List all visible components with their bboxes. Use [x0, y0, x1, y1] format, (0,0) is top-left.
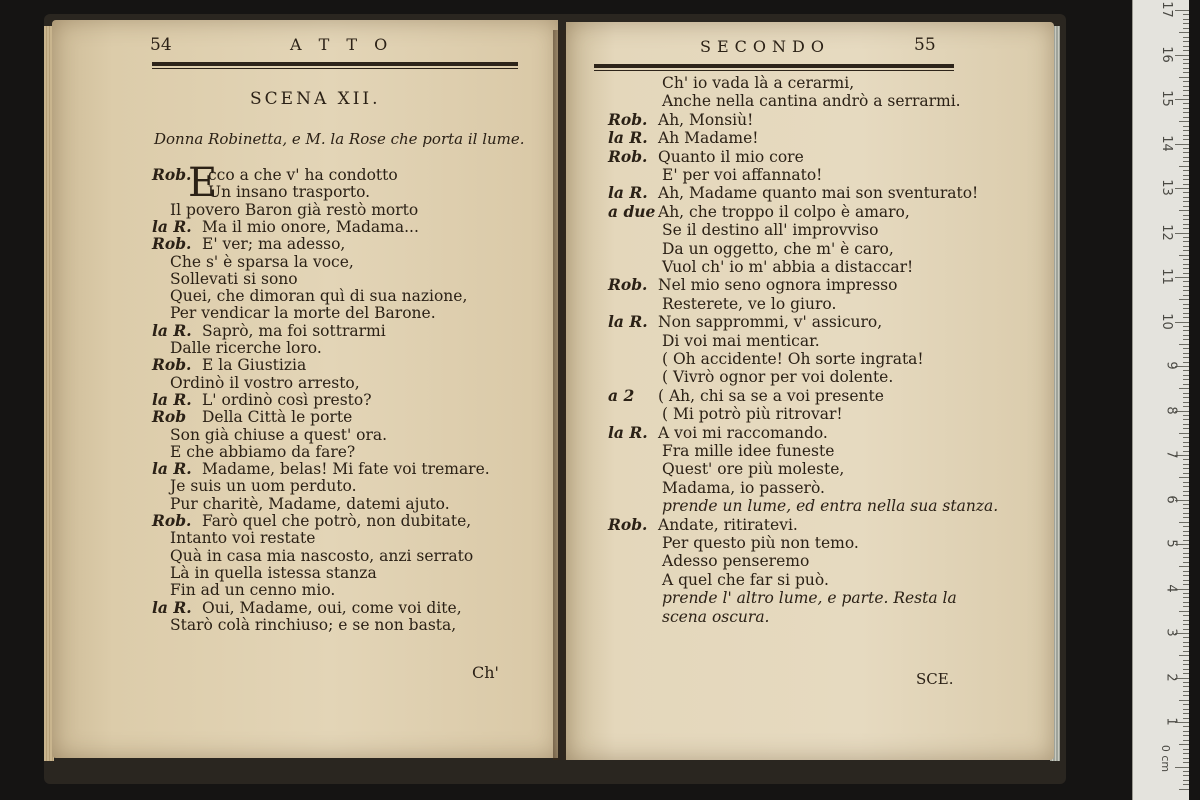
ruler-tick	[1183, 313, 1189, 314]
ruler-tick	[1183, 482, 1189, 483]
verse-line: Là in quella istessa stanza	[170, 563, 377, 582]
verse-line: prende l' altro lume, e parte. Resta la	[662, 589, 957, 608]
ruler-tick	[1183, 228, 1189, 229]
ruler-tick	[1183, 664, 1189, 665]
right-page	[566, 22, 1054, 760]
ruler-tick	[1183, 362, 1189, 363]
ruler-tick	[1179, 344, 1189, 345]
verse-line: ( Vivrò ognor per voi dolente.	[662, 368, 894, 387]
speaker-label: Rob.	[152, 234, 192, 254]
ruler-tick	[1183, 651, 1189, 652]
verse-line: A quel che far si può.	[662, 570, 829, 589]
verse-line: Je suis un uom perduto.	[170, 477, 357, 496]
ruler-tick	[1183, 19, 1189, 20]
ruler-tick	[1183, 384, 1189, 385]
verse-line: Anche nella cantina andrò a serrarmi.	[662, 92, 961, 111]
ruler-label: 14	[1159, 134, 1175, 152]
ruler-tick	[1183, 557, 1189, 558]
ruler-tick	[1183, 406, 1189, 407]
verse-line: Madama, io passerò.	[662, 478, 825, 497]
verse-line: E che abbiamo da fare?	[170, 442, 356, 461]
ruler-label: 4	[1163, 583, 1179, 593]
verse-line: Sollevati si sono	[170, 269, 298, 288]
verse-line: E la Giustizia	[202, 356, 307, 375]
ruler-tick	[1183, 762, 1189, 763]
ruler-tick	[1179, 210, 1189, 211]
verse-line: Saprò, ma foi sottrarmi	[202, 321, 386, 340]
ruler-label: 17	[1159, 1, 1175, 18]
speaker-label: Rob.	[608, 146, 648, 166]
ruler-tick	[1183, 629, 1189, 630]
ruler-tick	[1183, 335, 1189, 336]
speaker-label: Rob.	[608, 275, 648, 295]
ruler-tick	[1183, 637, 1189, 638]
ruler-label: 7	[1163, 450, 1179, 459]
ruler-tick	[1183, 28, 1189, 29]
verse-line: Per vendicar la morte del Barone.	[170, 304, 436, 323]
verse-line: Ch' io vada là a cerarmi,	[662, 74, 855, 92]
verse-line: Quanto il mio core	[658, 147, 804, 166]
verse-line: prende un lume, ed entra nella sua stanza.	[662, 497, 999, 516]
ruler-tick	[1183, 428, 1189, 429]
ruler-tick	[1183, 237, 1189, 238]
ruler-tick	[1183, 68, 1189, 69]
verse-line: Ma il mio onore, Madama...	[202, 217, 419, 236]
ruler-tick	[1175, 55, 1189, 56]
ruler-tick	[1183, 597, 1189, 598]
ruler-tick	[1179, 789, 1189, 790]
ruler-tick	[1183, 108, 1189, 109]
ruler-label: 13	[1159, 179, 1175, 196]
left-page	[52, 20, 558, 758]
stage-direction: Donna Robinetta, e M. la Rose che porta il lume.	[154, 130, 525, 148]
verse-line: Ah, Monsiù!	[658, 110, 754, 129]
ruler-tick	[1183, 393, 1189, 394]
ruler-tick	[1183, 646, 1189, 647]
speaker-label: la R.	[152, 459, 192, 479]
ruler-tick	[1183, 215, 1189, 216]
verse-line: Fin ad un cenno mio.	[170, 581, 336, 600]
verse-line: Ordinò il vostro arresto,	[170, 373, 360, 392]
speaker-label: Rob.	[608, 514, 648, 534]
ruler-tick	[1183, 184, 1189, 185]
running-head: A T T O	[290, 35, 394, 54]
ruler-tick	[1183, 673, 1189, 674]
ruler-label: 1	[1163, 717, 1179, 726]
speaker-label: Rob.	[152, 511, 192, 530]
verse-line: Ah, che troppo il colpo è amaro,	[658, 202, 910, 221]
ruler-tick	[1179, 566, 1189, 567]
ruler-tick	[1183, 771, 1189, 772]
ruler-tick	[1183, 615, 1189, 616]
ruler-tick	[1183, 442, 1189, 443]
ruler-tick	[1179, 655, 1189, 656]
ruler-tick	[1183, 419, 1189, 420]
catchword: Ch'	[472, 663, 499, 682]
page-number: 55	[914, 35, 936, 55]
verse-line: Oui, Madame, oui, come voi dite,	[202, 598, 462, 617]
ruler-tick	[1183, 402, 1189, 403]
ruler-tick	[1183, 753, 1189, 754]
ruler-tick	[1183, 468, 1189, 469]
verse-line: Quei, che dimoran quì di sua nazione,	[170, 287, 468, 306]
verse-line: Dalle ricerche loro.	[170, 339, 322, 357]
ruler-tick	[1183, 246, 1189, 247]
verse-line: Son già chiuse a quest' ora.	[170, 425, 388, 444]
ruler-tick	[1183, 642, 1189, 643]
ruler-tick	[1175, 767, 1189, 768]
speaker-label: a due	[608, 201, 656, 221]
ruler-tick	[1183, 308, 1189, 309]
ruler-tick	[1183, 46, 1189, 47]
page-number: 54	[150, 35, 172, 55]
ruler-tick	[1179, 388, 1189, 389]
ruler-tick	[1183, 23, 1189, 24]
ruler-tick	[1183, 660, 1189, 661]
verse-line: Madame, belas! Mi fate voi tremare.	[202, 460, 490, 479]
ruler-tick	[1183, 740, 1189, 741]
ruler-tick	[1183, 473, 1189, 474]
measuring-ruler	[1132, 0, 1189, 800]
ruler-tick	[1175, 144, 1189, 145]
speaker-label: la R.	[608, 422, 648, 442]
ruler-tick	[1179, 700, 1189, 701]
ruler-tick	[1175, 233, 1189, 234]
ruler-tick	[1183, 718, 1189, 719]
ruler-tick	[1183, 317, 1189, 318]
ruler-tick	[1183, 446, 1189, 447]
ruler-tick	[1175, 10, 1189, 11]
ruler-label: 6	[1163, 494, 1179, 504]
ruler-tick	[1183, 353, 1189, 354]
speaker-label: la R.	[152, 597, 192, 617]
ruler-tick	[1183, 152, 1189, 153]
verse-line: Per questo più non temo.	[662, 534, 859, 552]
verse-line: ( Oh accidente! Oh sorte ingrata!	[662, 350, 924, 368]
verse-line: Fra mille idee funeste	[662, 442, 835, 460]
verse-line: Che s' è sparsa la voce,	[170, 252, 354, 271]
ruler-tick	[1183, 624, 1189, 625]
speaker-label: Rob.	[608, 109, 648, 129]
speaker-label: la R.	[608, 183, 648, 203]
verse-line: ( Ah, chi sa se a voi presente	[658, 386, 884, 405]
ruler-label: 5	[1163, 539, 1179, 548]
ruler-tick	[1183, 584, 1189, 585]
verse-line: Il povero Baron già restò morto	[170, 200, 419, 219]
verse-line: Nel mio seno ognora impresso	[658, 276, 898, 295]
ruler-tick	[1175, 277, 1189, 278]
speaker-label: la R.	[152, 216, 192, 236]
ruler-tick	[1183, 161, 1189, 162]
ruler-tick	[1183, 348, 1189, 349]
ruler-tick	[1179, 166, 1189, 167]
verse-line: Quest' ore più moleste,	[662, 460, 845, 479]
ruler-tick	[1183, 691, 1189, 692]
ruler-tick	[1183, 117, 1189, 118]
ruler-tick	[1179, 299, 1189, 300]
ruler-tick	[1179, 77, 1189, 78]
ruler-tick	[1183, 259, 1189, 260]
verse-line: E' ver; ma adesso,	[202, 235, 346, 254]
ruler-tick	[1183, 731, 1189, 732]
ruler-tick	[1183, 201, 1189, 202]
ruler-tick	[1183, 580, 1189, 581]
ruler-tick	[1183, 224, 1189, 225]
ruler-tick	[1183, 375, 1189, 376]
verse-line: E' per voi affannato!	[662, 166, 823, 184]
header-rule	[152, 62, 518, 66]
ruler-tick	[1183, 330, 1189, 331]
ruler-tick	[1183, 451, 1189, 452]
ruler-tick	[1183, 562, 1189, 563]
speaker-label: la R.	[608, 312, 648, 332]
ruler-tick	[1175, 188, 1189, 189]
ruler-tick	[1183, 397, 1189, 398]
ruler-tick	[1183, 620, 1189, 621]
ruler-tick	[1183, 130, 1189, 131]
running-head: SECONDO	[700, 37, 830, 56]
ruler-label: 2	[1163, 672, 1179, 682]
ruler-tick	[1183, 517, 1189, 518]
ruler-tick	[1183, 37, 1189, 38]
verse-line: Resterete, ve lo giuro.	[662, 294, 837, 313]
ruler-tick	[1183, 103, 1189, 104]
ruler-tick	[1183, 304, 1189, 305]
ruler-tick	[1179, 522, 1189, 523]
ruler-tick	[1183, 379, 1189, 380]
ruler-tick	[1183, 669, 1189, 670]
ruler-tick	[1183, 606, 1189, 607]
ruler-tick	[1183, 135, 1189, 136]
verse-line: Andate, ritiratevi.	[658, 515, 798, 534]
ruler-tick	[1183, 72, 1189, 73]
ruler-tick	[1183, 704, 1189, 705]
verse-line: Non sapprommi, v' assicuro,	[658, 313, 883, 332]
ruler-tick	[1183, 59, 1189, 60]
verse-line: Farò quel che potrò, non dubitate,	[202, 512, 472, 530]
ruler-tick	[1183, 112, 1189, 113]
ruler-tick	[1183, 148, 1189, 149]
ruler-tick	[1183, 273, 1189, 274]
speaker-label: Rob.	[152, 355, 192, 375]
verse-line: Vuol ch' io m' abbia a distaccar!	[662, 258, 914, 276]
ruler-tick	[1179, 121, 1189, 122]
ruler-tick	[1183, 540, 1189, 541]
ruler-tick	[1183, 548, 1189, 549]
ruler-tick	[1183, 14, 1189, 15]
verse-line: Adesso penseremo	[662, 552, 810, 571]
header-rule	[594, 64, 954, 68]
ruler-tick	[1183, 339, 1189, 340]
ruler-tick	[1183, 531, 1189, 532]
ruler-label: 8	[1163, 405, 1179, 415]
ruler-tick	[1183, 495, 1189, 496]
verse-line: Ah, Madame quanto mai son sventurato!	[658, 184, 979, 203]
ruler-tick	[1183, 250, 1189, 251]
ruler-tick	[1179, 477, 1189, 478]
speaker-label: la R.	[152, 389, 192, 409]
verse-line: Quà in casa mia nascosto, anzi serrato	[170, 546, 474, 565]
ruler-tick	[1183, 281, 1189, 282]
ruler-label: 16	[1159, 45, 1175, 63]
ruler-tick	[1183, 695, 1189, 696]
ruler-tick	[1183, 126, 1189, 127]
ruler-tick	[1183, 593, 1189, 594]
speaker-label: la R.	[608, 128, 648, 148]
ruler-tick	[1183, 139, 1189, 140]
speaker-label: a 2	[608, 385, 635, 405]
header-rule-thin	[594, 70, 954, 71]
verse-line: Un insano trasporto.	[208, 183, 371, 202]
ruler-tick	[1183, 682, 1189, 683]
ruler-tick	[1183, 290, 1189, 291]
ruler-tick	[1183, 553, 1189, 554]
verse-line: scena oscura.	[662, 607, 770, 626]
ruler-tick	[1183, 575, 1189, 576]
ruler-tick	[1183, 464, 1189, 465]
ruler-tick	[1183, 63, 1189, 64]
ruler-tick	[1183, 513, 1189, 514]
ruler-unit-label: 0 cm	[1158, 744, 1172, 773]
catchword: SCE.	[916, 670, 954, 688]
ruler-tick	[1183, 424, 1189, 425]
verse-line: Intanto voi restate	[170, 529, 316, 548]
ruler-tick	[1183, 784, 1189, 785]
drop-cap: E	[188, 160, 218, 206]
verse-line: Di voi mai menticar.	[662, 331, 820, 350]
verse-line: L' ordinò così presto?	[202, 390, 372, 409]
ruler-tick	[1183, 326, 1189, 327]
ruler-tick	[1179, 255, 1189, 256]
ruler-tick	[1183, 81, 1189, 82]
ruler-tick	[1183, 415, 1189, 416]
ruler-tick	[1175, 322, 1189, 323]
verse-line: Della Città le porte	[202, 408, 353, 427]
ruler-tick	[1183, 157, 1189, 158]
ruler-tick	[1183, 508, 1189, 509]
ruler-tick	[1183, 459, 1189, 460]
ruler-label: 3	[1163, 628, 1179, 637]
ruler-tick	[1183, 241, 1189, 242]
verse-line: ( Mi potrò più ritrovar!	[662, 405, 843, 424]
ruler-label: 15	[1159, 90, 1175, 107]
ruler-tick	[1183, 526, 1189, 527]
ruler-tick	[1183, 197, 1189, 198]
verse-line: Se il destino all' improvviso	[662, 221, 879, 240]
ruler-label: 12	[1159, 223, 1175, 241]
ruler-tick	[1183, 95, 1189, 96]
ruler-tick	[1183, 41, 1189, 42]
ruler-tick	[1183, 535, 1189, 536]
ruler-tick	[1183, 749, 1189, 750]
ruler-tick	[1183, 504, 1189, 505]
ruler-tick	[1183, 735, 1189, 736]
ruler-tick	[1183, 175, 1189, 176]
ruler-tick	[1183, 437, 1189, 438]
header-rule-thin	[152, 68, 518, 69]
ruler-tick	[1179, 32, 1189, 33]
ruler-label: 9	[1163, 361, 1179, 370]
verse-line: Da un oggetto, che m' è caro,	[662, 239, 894, 258]
ruler-tick	[1183, 571, 1189, 572]
ruler-tick	[1183, 713, 1189, 714]
verse-line: Pur charitè, Madame, datemi ajuto.	[170, 494, 450, 513]
scene-title: SCENA XII.	[250, 89, 381, 109]
ruler-label: 10	[1159, 312, 1175, 330]
ruler-tick	[1183, 491, 1189, 492]
ruler-tick	[1183, 170, 1189, 171]
speaker-label: la R.	[152, 320, 192, 340]
ruler-tick	[1183, 357, 1189, 358]
ruler-tick	[1183, 486, 1189, 487]
ruler-tick	[1183, 264, 1189, 265]
ruler-tick	[1179, 744, 1189, 745]
ruler-tick	[1183, 602, 1189, 603]
ruler-tick	[1183, 50, 1189, 51]
ruler-tick	[1183, 192, 1189, 193]
ruler-tick	[1179, 611, 1189, 612]
verse-line: Starò colà rinchiuso; e se non basta,	[170, 615, 457, 634]
ruler-tick	[1183, 219, 1189, 220]
ruler-tick	[1175, 99, 1189, 100]
speaker-label: Rob	[152, 407, 187, 427]
ruler-tick	[1183, 90, 1189, 91]
verse-line: cco a che v' ha condotto	[208, 166, 398, 184]
ruler-tick	[1183, 370, 1189, 371]
ruler-tick	[1183, 686, 1189, 687]
speaker-label: Rob.	[152, 165, 192, 184]
ruler-tick	[1183, 709, 1189, 710]
ruler-tick	[1183, 780, 1189, 781]
ruler-tick	[1183, 206, 1189, 207]
ruler-tick	[1183, 86, 1189, 87]
ruler-tick	[1183, 295, 1189, 296]
verse-line: Ah Madame!	[658, 129, 759, 148]
ruler-tick	[1183, 775, 1189, 776]
ruler-label: 11	[1159, 268, 1175, 285]
ruler-tick	[1183, 286, 1189, 287]
ruler-tick	[1183, 758, 1189, 759]
ruler-tick	[1183, 268, 1189, 269]
verse-line: A voi mi raccomando.	[658, 423, 828, 442]
ruler-tick	[1183, 726, 1189, 727]
ruler-tick	[1183, 179, 1189, 180]
ruler-tick	[1179, 433, 1189, 434]
